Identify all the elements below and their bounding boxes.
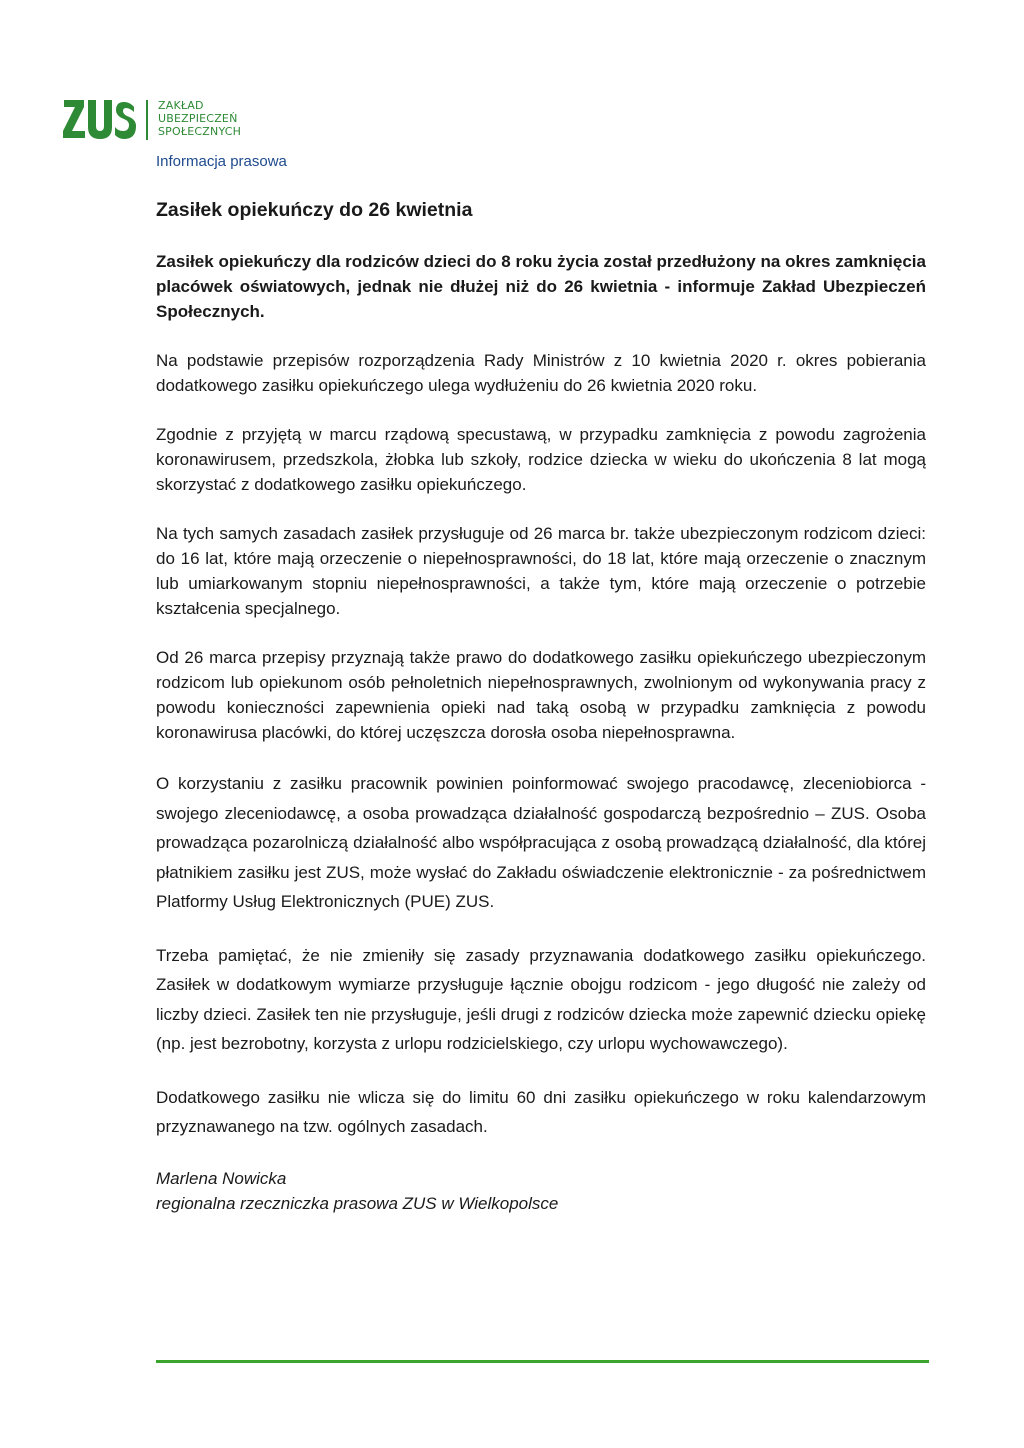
article-paragraph-7: Dodatkowego zasiłku nie wlicza się do limitu 60 dni zasiłku opiekuńczego w roku kalendarzowym przyznawanego na tzw. ogólnych zasadach. [156,1087,926,1136]
logo-line-3: SPOŁECZNYCH [158,125,242,138]
article-paragraph-3: Na tych samych zasadach zasiłek przysługuje od 26 marca br. także ubezpieczonym rodzicom dzieci: do 16 lat, które mają orzeczenie o niepełnosprawności, do 18 lat, które mają orzeczenie o znacznym lub umiarkowanym stopniu niepełnosprawności, a także tym, które mają orzeczenie o potrzebie kształcenia specjalnego. [156,524,926,618]
footer-divider [156,1360,929,1363]
signature-name: Marlena Nowicka [156,1168,287,1188]
article-lead: Zasiłek opiekuńczy dla rodziców dzieci do 8 roku życia został przedłużony na okres zamknięcia placówek oświatowych, jednak nie dłużej niż do 26 kwietnia - informuje Zakład Ubezpieczeń Społecznych. [156,252,926,321]
article-paragraph-1: Na podstawie przepisów rozporządzenia Rady Ministrów z 10 kwietnia 2020 r. okres pobierania dodatkowego zasiłku opiekuńczego ulega wydłużeniu do 26 kwietnia 2020 roku. [156,351,926,395]
signature [156,1166,926,1216]
logo-wordmark [158,99,241,138]
article-body [156,197,926,1216]
article-paragraph-5: O korzystaniu z zasiłku pracownik powinien poinformować swojego pracodawcę, zleceniobiorca - swojego zleceniodawcę, a osoba prowadząca działalność gospodarczą bezpośrednio – ZUS. Osoba prowadząca pozarolniczą działalność albo współpracująca z osobą prowadzącą działalność, dla której płatnikiem zasiłku jest ZUS, może wysłać do Zakładu oświadczenie elektronicznie - za pośrednictwem Platformy Usług Elektronicznych (PUE) ZUS. [156,774,926,911]
logo-line-2: UBEZPIECZEŃ [158,112,238,125]
press-release-label: Informacja prasowa [156,153,287,170]
logo-divider [146,100,148,140]
zus-logo [62,96,262,146]
article-paragraph-2: Zgodnie z przyjętą w marcu rządową specustawą, w przypadku zamknięcia z powodu zagrożenia koronawirusem, przedszkola, żłobka lub szkoły, rodzice dziecka w wieku do ukończenia 8 lat mogą skorzystać z dodatkowego zasiłku opiekuńczego. [156,425,926,494]
article-title: Zasiłek opiekuńczy do 26 kwietnia [156,199,473,221]
article-paragraph-6: Trzeba pamiętać, że nie zmieniły się zasady przyznawania dodatkowego zasiłku opiekuńczego. Zasiłek w dodatkowym wymiarze przysługuje łącznie obojgu rodzicom - jego długość nie zależy od liczby dzieci. Zasiłek ten nie przysługuje, jeśli drugi z rodziców dziecka może zapewnić dziecku opiekę (np. jest bezrobotny, korzysta z urlopu rodzicielskiego, czy urlopu wychowawczego). [156,945,926,1053]
article-paragraph-4: Od 26 marca przepisy przyznają także prawo do dodatkowego zasiłku opiekuńczego ubezpieczonym rodzicom lub opiekunom osób pełnoletnich niepełnosprawnych, zwolnionym od wykonywania pracy z powodu konieczności zapewnienia opieki nad taką osobą w przypadku zamknięcia z powodu koronawirusa placówki, do której uczęszcza dorosła osoba niepełnosprawna. [156,648,926,742]
signature-role: regionalna rzeczniczka prasowa ZUS w Wielkopolsce [156,1193,559,1213]
zus-logo-mark [62,96,136,142]
logo-line-1: ZAKŁAD [158,99,204,112]
